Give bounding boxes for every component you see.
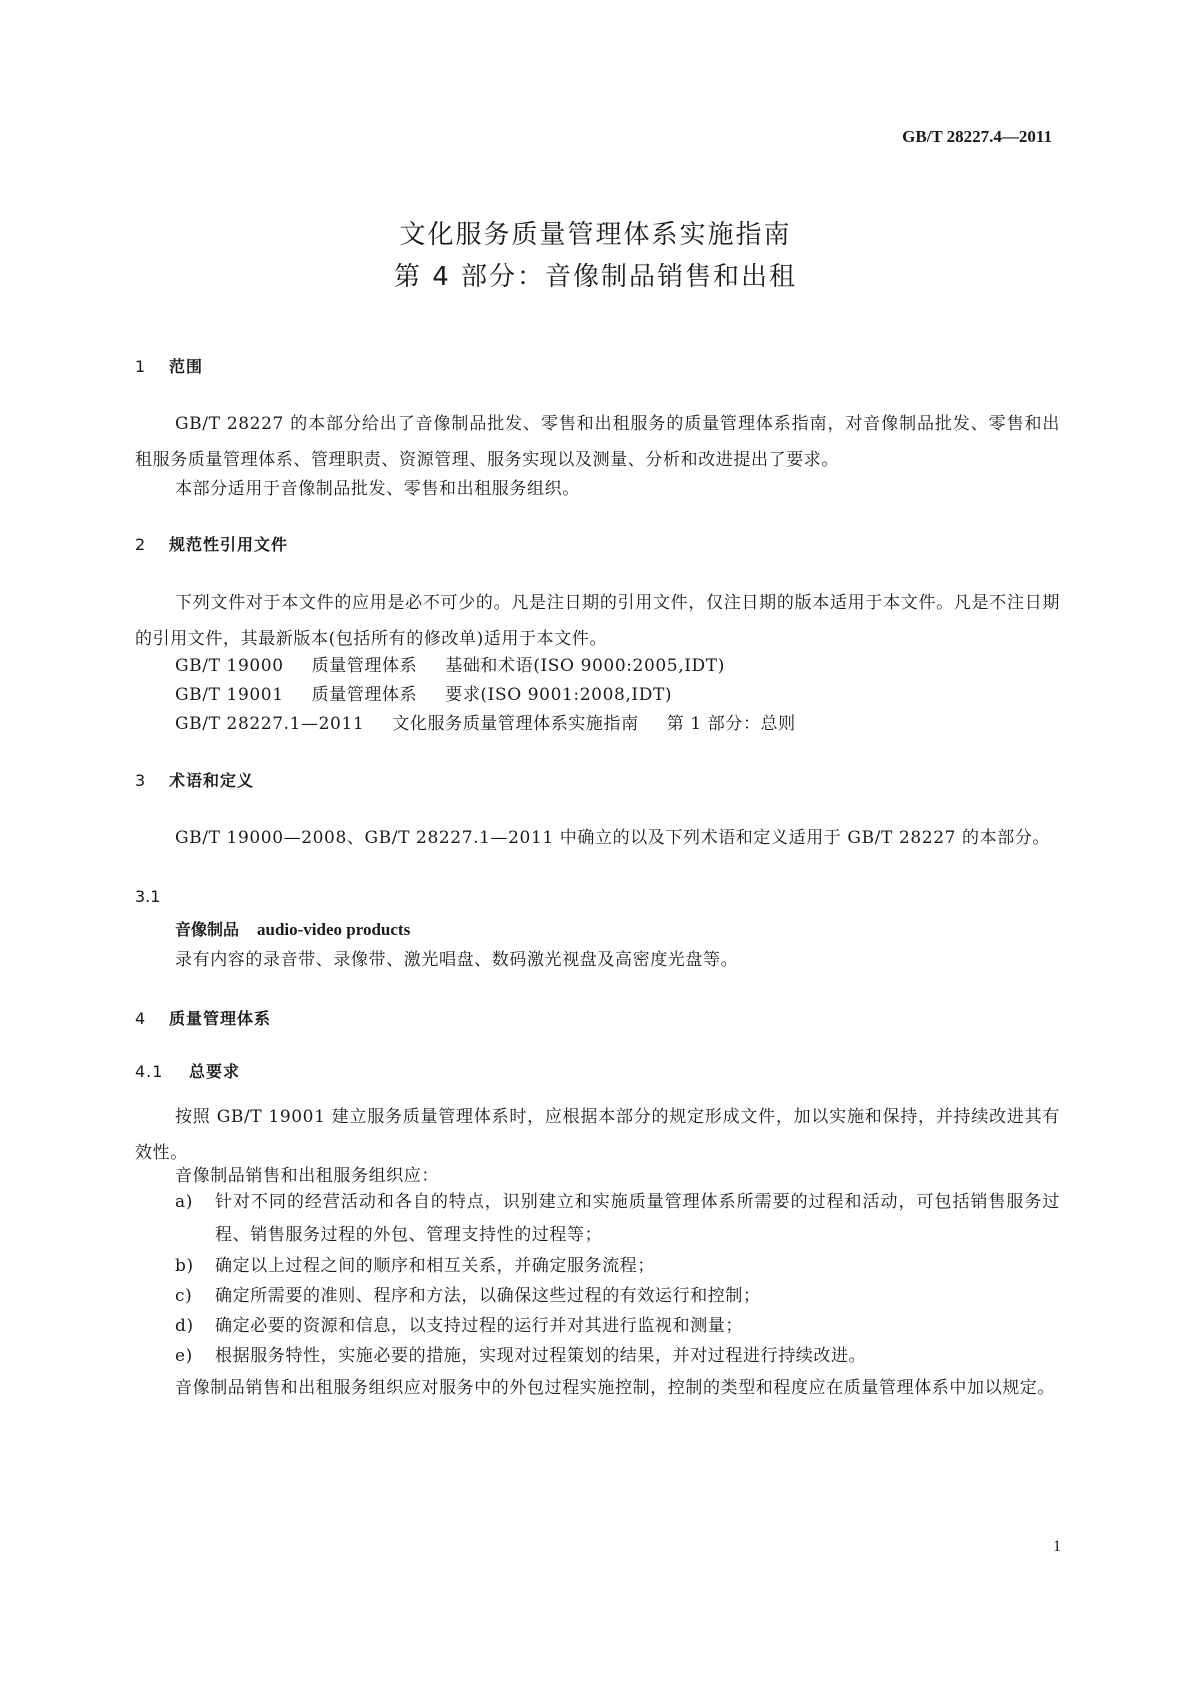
reference-subtitle: 要求(ISO 9001:2008,IDT) — [445, 685, 673, 705]
section-4-heading — [135, 1006, 271, 1029]
reference-code: GB/T 19001 — [175, 685, 284, 705]
section-3-heading — [135, 768, 254, 791]
page-number: 1 — [1053, 1538, 1061, 1555]
list-item — [175, 1280, 1060, 1313]
list-item — [175, 1340, 1060, 1373]
term-number: 3.1 — [135, 887, 161, 906]
section-number: 4 — [135, 1009, 147, 1028]
subsection-number: 4.1 — [135, 1062, 164, 1081]
section-4-paragraph-2: 音像制品销售和出租服务组织应： — [175, 1166, 439, 1186]
reference-subtitle: 基础和术语(ISO 9000:2005,IDT) — [445, 656, 725, 676]
list-marker: c) — [175, 1286, 193, 1306]
list-marker: d) — [175, 1316, 194, 1336]
section-4-paragraph-3: 音像制品销售和出租服务组织应对服务中的外包过程实施控制，控制的类型和程度应在质量管理体系中加以规定。 — [175, 1378, 1055, 1398]
reference-title: 文化服务质量管理体系实施指南 — [392, 714, 639, 734]
section-3-paragraph-1: GB/T 19000—2008、GB/T 28227.1—2011 中确立的以及下列术语和定义适用于 GB/T 28227 的本部分。 — [175, 828, 1051, 848]
reference-item — [175, 709, 796, 734]
reference-title: 质量管理体系 — [311, 656, 418, 676]
section-title: 范围 — [169, 357, 204, 376]
document-subtitle: 第 4 部分：音像制品销售和出租 — [393, 262, 798, 292]
term-english: audio-video products — [257, 920, 411, 939]
list-item — [175, 1186, 1060, 1252]
reference-code: GB/T 28227.1—2011 — [175, 714, 365, 734]
section-title: 术语和定义 — [169, 771, 255, 790]
list-item — [175, 1310, 1060, 1343]
section-title: 规范性引用文件 — [169, 535, 289, 554]
section-2-heading — [135, 532, 288, 555]
list-item — [175, 1250, 1060, 1283]
section-number: 3 — [135, 771, 147, 790]
document-title: 文化服务质量管理体系实施指南 — [399, 220, 792, 250]
section-1-paragraph-1: GB/T 28227 的本部分给出了音像制品批发、零售和出租服务的质量管理体系指南，对音像制品批发、零售和出租服务质量管理体系、管理职责、资源管理、服务实现以及测量、分析和改进提出了要求。 — [135, 414, 1060, 470]
list-marker: a) — [175, 1192, 193, 1212]
reference-title: 质量管理体系 — [311, 685, 418, 705]
section-title: 质量管理体系 — [169, 1009, 272, 1028]
section-1-paragraph-2: 本部分适用于音像制品批发、零售和出租服务组织。 — [175, 479, 580, 499]
section-number: 1 — [135, 357, 147, 376]
reference-item — [175, 651, 725, 676]
term-entry — [175, 917, 410, 940]
standard-number: GB/T 28227.4—2011 — [902, 127, 1052, 146]
list-text: 确定以上过程之间的顺序和相互关系，并确定服务流程； — [215, 1256, 655, 1276]
section-2-paragraph-1: 下列文件对于本文件的应用是必不可少的。凡是注日期的引用文件，仅注日期的版本适用于本文件。凡是不注日期的引用文件，其最新版本(包括所有的修改单)适用于本文件。 — [135, 593, 1060, 649]
reference-item — [175, 680, 672, 705]
list-marker: e) — [175, 1346, 193, 1366]
term-chinese: 音像制品 — [175, 920, 240, 939]
reference-subtitle: 第 1 部分：总则 — [666, 714, 796, 734]
list-text: 确定所需要的准则、程序和方法，以确保这些过程的有效运行和控制； — [215, 1286, 761, 1306]
section-1-heading — [135, 354, 203, 377]
subsection-4-1-heading — [135, 1059, 240, 1082]
term-definition: 录有内容的录音带、录像带、激光唱盘、数码激光视盘及高密度光盘等。 — [175, 950, 739, 970]
list-marker: b) — [175, 1256, 194, 1276]
reference-code: GB/T 19000 — [175, 656, 284, 676]
list-text: 针对不同的经营活动和各自的特点，识别建立和实施质量管理体系所需要的过程和活动，可包括销售服务过程、销售服务过程的外包、管理支持性的过程等； — [215, 1192, 1060, 1245]
subsection-title: 总要求 — [189, 1062, 241, 1081]
list-text: 确定必要的资源和信息，以支持过程的运行并对其进行监视和测量； — [215, 1316, 743, 1336]
section-number: 2 — [135, 535, 147, 554]
section-4-paragraph-1: 按照 GB/T 19001 建立服务质量管理体系时，应根据本部分的规定形成文件，加以实施和保持，并持续改进其有效性。 — [135, 1107, 1060, 1163]
list-text: 根据服务特性，实施必要的措施，实现对过程策划的结果，并对过程进行持续改进。 — [215, 1346, 867, 1366]
